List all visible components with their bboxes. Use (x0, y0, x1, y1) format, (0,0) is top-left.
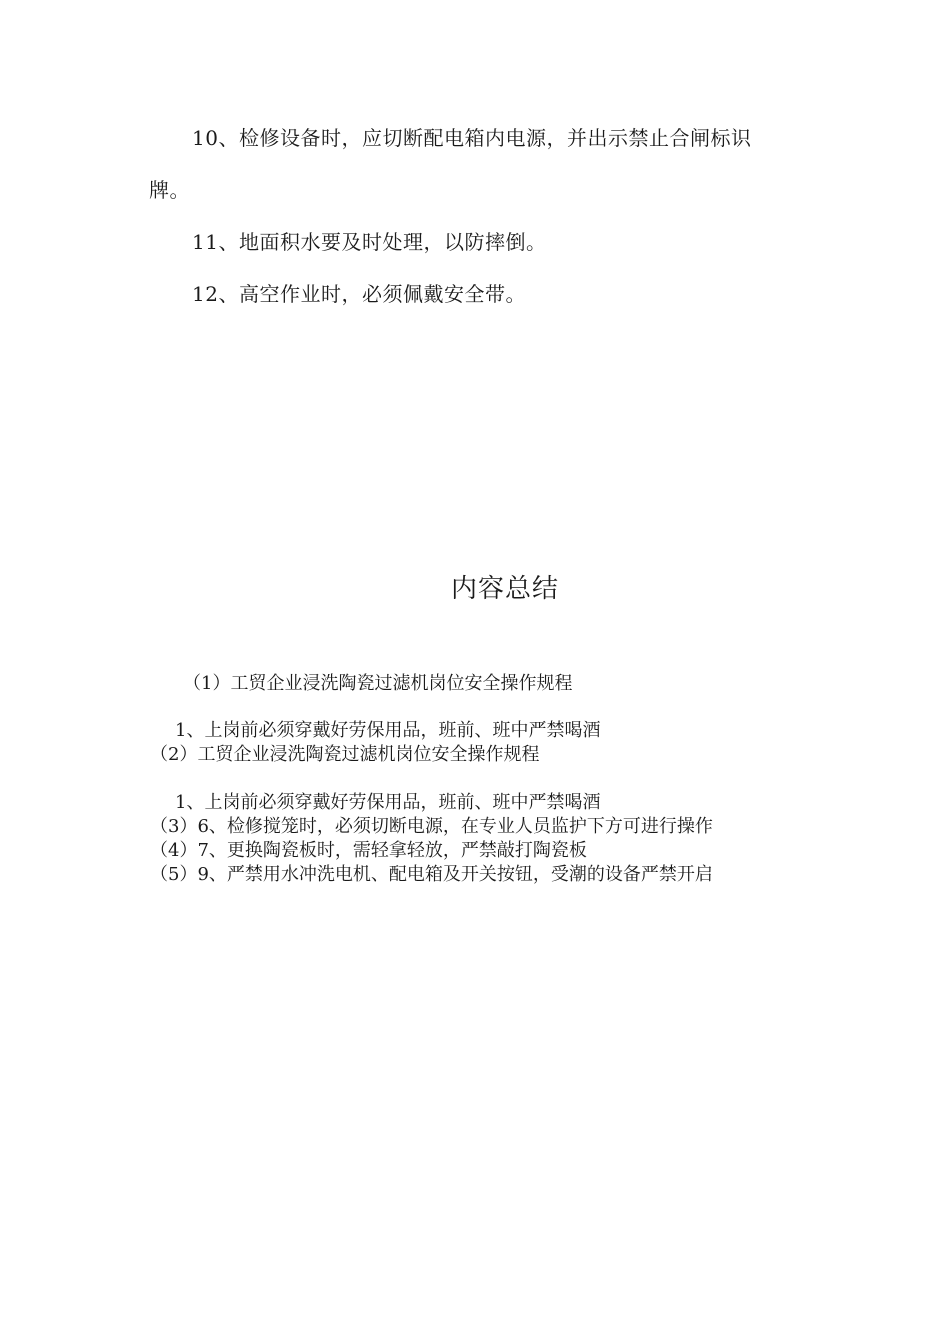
summary-line-7: （5）9、严禁用水冲洗电机、配电箱及开关按钮，受潮的设备严禁开启 (150, 864, 713, 885)
summary-title: 内容总结 (450, 574, 559, 604)
summary-line-6: （4）7、更换陶瓷板时，需轻拿轻放，严禁敲打陶瓷板 (150, 840, 587, 861)
summary-line-1: （1）工贸企业浸洗陶瓷过滤机岗位安全操作规程 (183, 673, 573, 694)
paragraph-11: 11、地面积水要及时处理，以防摔倒。 (192, 230, 547, 254)
summary-line-3: （2）工贸企业浸洗陶瓷过滤机岗位安全操作规程 (150, 744, 540, 765)
summary-line-4: 1、上岗前必须穿戴好劳保用品，班前、班中严禁喝酒 (175, 792, 601, 813)
paragraph-10-line-1: 10、检修设备时，应切断配电箱内电源，并出示禁止合闸标识 (192, 126, 752, 150)
paragraph-12: 12、高空作业时，必须佩戴安全带。 (192, 282, 526, 306)
summary-line-5: （3）6、检修搅笼时，必须切断电源，在专业人员监护下方可进行操作 (150, 816, 713, 837)
paragraph-10-line-2: 牌。 (149, 178, 190, 202)
summary-line-2: 1、上岗前必须穿戴好劳保用品，班前、班中严禁喝酒 (175, 720, 601, 741)
